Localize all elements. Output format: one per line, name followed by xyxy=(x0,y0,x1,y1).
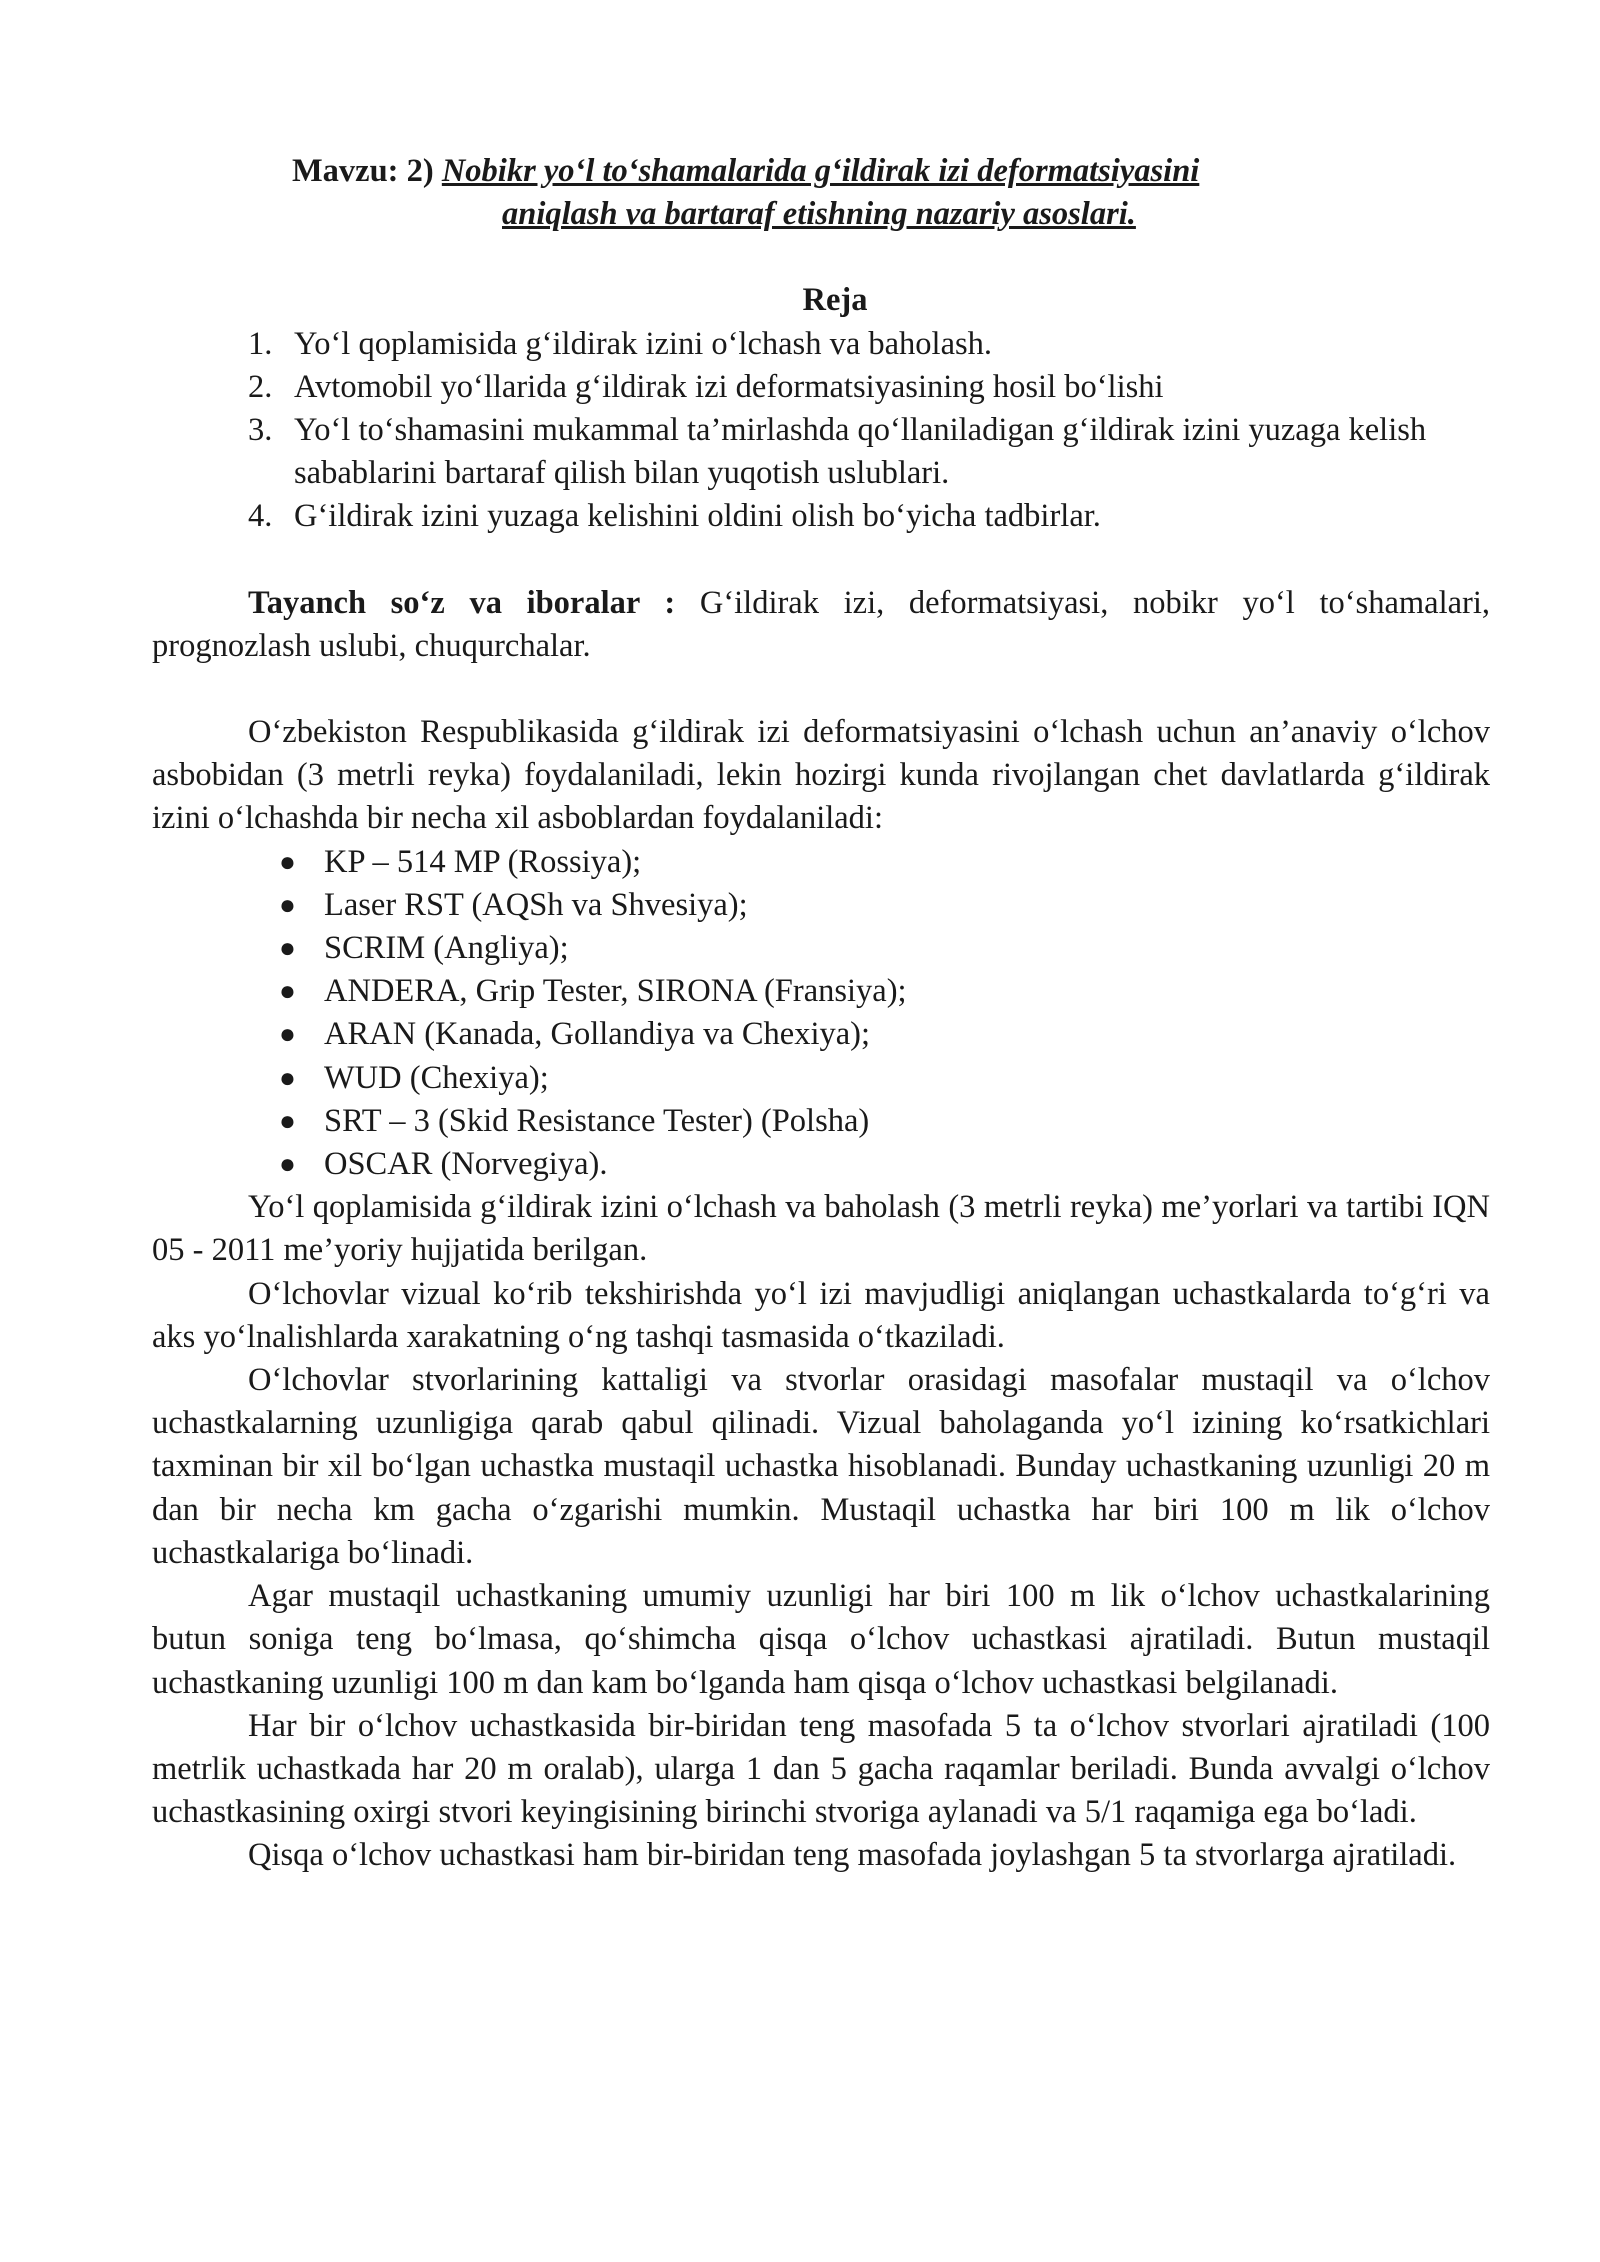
body-paragraph: Agar mustaqil uchastkaning umumiy uzunligi har biri 100 m lik o‘lchov uchastkalarining butun soniga teng bo‘lmasa, qo‘shimcha qisqa o‘lchov uchastkasi ajratiladi. Butun mustaqil uchastkaning uzunligi 100 m dan kam bo‘lganda ham qisqa o‘lchov uchastkasi belgilanadi. xyxy=(152,1578,1490,1701)
spacer xyxy=(152,668,1490,711)
bullet-icon: ● xyxy=(279,1149,296,1181)
body-paragraph: Yo‘l qoplamisida g‘ildirak izini o‘lchash va baholash (3 metrli reyka) me’yorlari va tartibi IQN 05 - 2011 me’yoriy hujjatida berilgan. xyxy=(152,1189,1490,1269)
intro-paragraph: O‘zbekiston Respublikasida g‘ildirak izi deformatsiyasini o‘lchash uchun an’anaviy o‘lchov asbobidan (3 metrli reyka) foydalaniladi, lekin hozirgi kunda rivojlangan chet davlatlarda g‘ildirak izini o‘lchashda bir necha xil asboblardan foydalaniladi: xyxy=(152,714,1490,837)
plan-item-text: Yo‘l qoplamisida g‘ildirak izini o‘lchash va baholash. xyxy=(294,325,993,362)
device-list-item xyxy=(152,1013,1490,1056)
bullet-icon: ● xyxy=(279,1062,296,1094)
device-name: KP – 514 MP (Rossiya); xyxy=(324,843,642,880)
body-paragraph: O‘lchovlar vizual ko‘rib tekshirishda yo‘l izi mavjudligi aniqlangan uchastkalarda to‘g‘ri va aks yo‘lnalishlarda xarakatning o‘ng tashqi tasmasida o‘tkaziladi. xyxy=(152,1275,1490,1355)
device-list-item xyxy=(152,1100,1490,1143)
plan-item-number: 3. xyxy=(248,412,273,449)
device-list-item xyxy=(152,841,1490,884)
device-list-item xyxy=(152,1143,1490,1186)
plan-item-text: G‘ildirak izini yuzaga kelishini oldini olish bo‘yicha tadbirlar. xyxy=(294,498,1101,535)
device-list-item xyxy=(152,927,1490,970)
bullet-icon: ● xyxy=(279,976,296,1008)
bullet-icon: ● xyxy=(279,933,296,965)
plan-item-text: Yo‘l to‘shamasini mukammal ta’mirlashda qo‘llaniladigan g‘ildirak izini yuzaga kelish sabablarini bartaraf qilish bilan yuqotish uslublari. xyxy=(294,412,1427,492)
device-list-item xyxy=(152,970,1490,1013)
bullet-icon: ● xyxy=(279,1105,296,1137)
device-name: Laser RST (AQSh va Shvesiya); xyxy=(324,886,748,923)
bullet-icon: ● xyxy=(279,846,296,878)
plan-item-number: 2. xyxy=(248,368,273,405)
topic-name-part-1: Nobikr yo‘l to‘shamalarida g‘ildirak izi deformatsiyasini xyxy=(441,153,1200,189)
topic-title-line-2 xyxy=(152,193,1490,236)
body-paragraph: Har bir o‘lchov uchastkasida bir-biridan teng masofada 5 ta o‘lchov stvorlari ajratiladi (100 metrlik uchastkada har 20 m oralab), ularga 1 dan 5 gacha raqamlar beriladi. Bunda avvalgi o‘lchov uchastkasining oxirgi stvori keyingisining birinchi stvoriga aylanadi va 5/1 raqamiga ega bo‘ladi. xyxy=(152,1707,1490,1831)
spacer xyxy=(152,539,1490,582)
plan-item xyxy=(152,409,1490,495)
bullet-icon: ● xyxy=(279,1019,296,1051)
device-list xyxy=(152,841,1490,1187)
topic-title xyxy=(152,150,1490,236)
device-name: SCRIM (Angliya); xyxy=(324,930,569,967)
plan-item-text: Avtomobil yo‘llarida g‘ildirak izi deformatsiyasining hosil bo‘lishi xyxy=(294,368,1164,405)
device-name: SRT – 3 (Skid Resistance Tester) (Polsha) xyxy=(324,1102,870,1139)
device-name: WUD (Chexiya); xyxy=(324,1059,549,1096)
topic-title-line-1 xyxy=(152,150,1490,193)
plan-item-number: 1. xyxy=(248,325,273,362)
device-list-item xyxy=(152,884,1490,927)
plan-heading: Reja xyxy=(802,282,868,319)
bullet-icon: ● xyxy=(279,889,296,921)
plan-item xyxy=(152,495,1490,538)
device-list-item xyxy=(152,1057,1490,1100)
plan-item-number: 4. xyxy=(248,498,273,535)
device-name: OSCAR (Norvegiya). xyxy=(324,1146,608,1183)
device-name: ANDERA, Grip Tester, SIRONA (Fransiya); xyxy=(324,973,907,1010)
topic-prefix: Mavzu: 2) xyxy=(292,153,434,189)
plan-item xyxy=(152,323,1490,366)
body-paragraph: Qisqa o‘lchov uchastkasi ham bir-biridan teng masofada joylashgan 5 ta stvorlarga ajratiladi. xyxy=(248,1837,1457,1874)
keywords-label: Tayanch so‘z va iboralar : xyxy=(248,584,676,621)
plan-list xyxy=(152,323,1490,539)
topic-name-part-2: aniqlash va bartaraf etishning nazariy asoslari. xyxy=(502,196,1136,233)
device-name: ARAN (Kanada, Gollandiya va Chexiya); xyxy=(324,1016,871,1053)
plan-item xyxy=(152,366,1490,409)
body-paragraph: O‘lchovlar stvorlarining kattaligi va stvorlar orasidagi masofalar mustaqil va o‘lchov uchastkalarning uzunligiga qarab qabul qilinadi. Vizual baholaganda yo‘l izining ko‘rsatkichlari taxminan bir xil bo‘lgan uchastka mustaqil uchastka hisoblanadi. Bunday uchastkaning uzunligi 20 m dan bir necha km gacha o‘zgarishi mumkin. Mustaqil uchastka har biri 100 m lik o‘lchov uchastkalariga bo‘linadi. xyxy=(152,1362,1490,1571)
keywords-paragraph xyxy=(152,582,1490,668)
keywords-text: G‘ildirak izi, deformatsiyasi, nobikr yo‘l to‘shamalari, prognozlash uslubi, chuqurchalar. xyxy=(152,584,1491,664)
